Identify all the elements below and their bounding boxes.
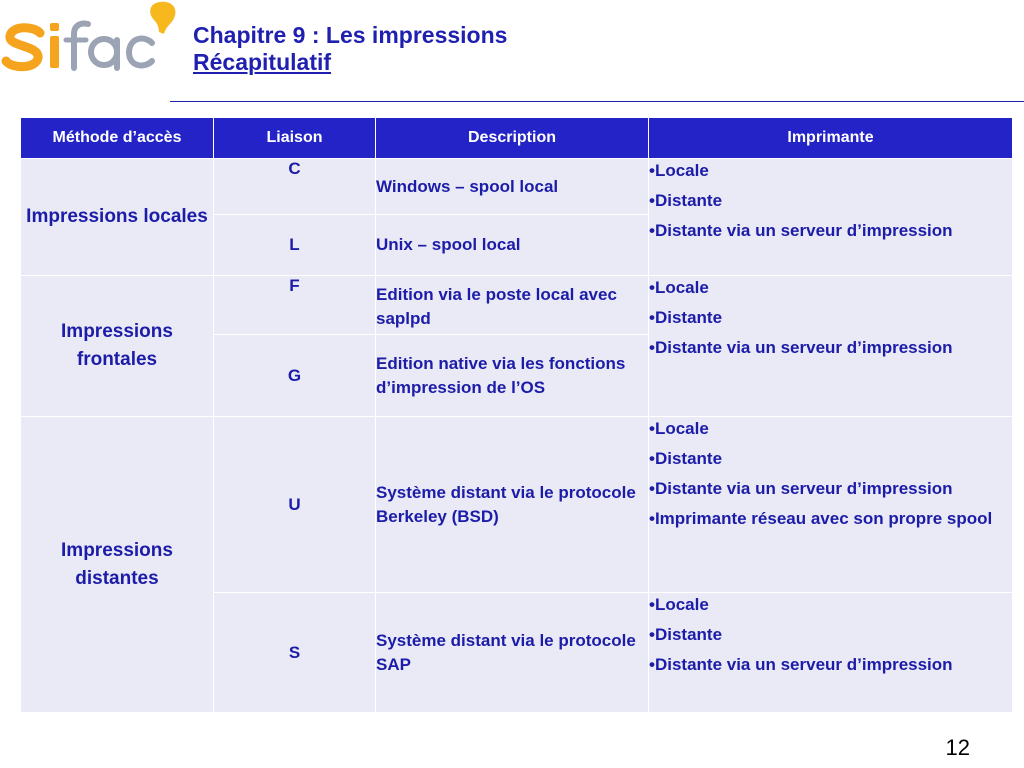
logo-bulb-icon	[150, 2, 175, 34]
title-divider	[170, 101, 1024, 102]
printer-item: • Distante	[649, 189, 1012, 213]
printer-cell	[649, 593, 1013, 713]
printer-item: • Distante via un serveur d’impression	[649, 336, 1012, 360]
printer-item: • Locale	[649, 593, 1012, 617]
chapter-title: Chapitre 9 : Les impressions	[193, 22, 508, 48]
description-cell: Edition native via les fonctions d’impression de l’OS	[376, 335, 649, 417]
logo-c-shape	[129, 39, 152, 66]
printer-item: • Distante via un serveur d’impression	[649, 653, 1012, 677]
table-row	[21, 417, 1013, 593]
printer-item: • Distante	[649, 447, 1012, 471]
method-cell-remote: Impressions distantes	[21, 417, 214, 713]
printer-item: • Distante	[649, 306, 1012, 330]
printer-item: • Locale	[649, 417, 1012, 441]
logo-f-stem	[74, 23, 88, 68]
printer-cell	[649, 276, 1013, 417]
printer-cell	[649, 159, 1013, 276]
logo-a-bowl	[91, 39, 117, 65]
slide-title	[193, 22, 507, 76]
sifac-logo-graphic	[0, 0, 182, 95]
liaison-cell: L	[214, 215, 376, 276]
page-number: 12	[945, 735, 970, 760]
printer-list	[649, 159, 1012, 243]
printer-item: • Locale	[649, 276, 1012, 300]
table-header-row	[21, 118, 1013, 159]
liaison-cell: F	[214, 276, 376, 335]
liaison-cell: S	[214, 593, 376, 713]
logo-i-stem	[50, 36, 59, 68]
printer-cell	[649, 417, 1013, 593]
description-cell: Système distant via le protocole Berkeley (BSD)	[376, 417, 649, 593]
printer-list	[649, 276, 1012, 360]
method-cell-local: Impressions locales	[21, 159, 214, 276]
description-cell: Windows – spool local	[376, 159, 649, 215]
table-row	[21, 276, 1013, 335]
liaison-cell: G	[214, 335, 376, 417]
liaison-cell: U	[214, 417, 376, 593]
printer-list	[649, 417, 1012, 531]
column-header-printer: Imprimante	[649, 118, 1013, 159]
printer-list	[649, 593, 1012, 677]
sifac-logo	[0, 0, 182, 95]
printer-item: • Distante via un serveur d’impression	[649, 477, 1012, 501]
column-header-liaison: Liaison	[214, 118, 376, 159]
printer-item: • Locale	[649, 159, 1012, 183]
description-cell: Edition via le poste local avec saplpd	[376, 276, 649, 335]
section-subtitle: Récapitulatif	[193, 49, 332, 75]
printer-item: • Distante via un serveur d’impression	[649, 219, 1012, 243]
liaison-cell: C	[214, 159, 376, 215]
recap-table	[20, 117, 1013, 713]
logo-s-shape	[6, 28, 40, 67]
table-row	[21, 159, 1013, 215]
column-header-description: Description	[376, 118, 649, 159]
printer-item: • Distante	[649, 623, 1012, 647]
column-header-method: Méthode d’accès	[21, 118, 214, 159]
printer-item: • Imprimante réseau avec son propre spool	[649, 507, 1012, 531]
logo-i-dot	[50, 23, 59, 31]
method-cell-frontal: Impressions frontales	[21, 276, 214, 417]
description-cell: Système distant via le protocole SAP	[376, 593, 649, 713]
description-cell: Unix – spool local	[376, 215, 649, 276]
